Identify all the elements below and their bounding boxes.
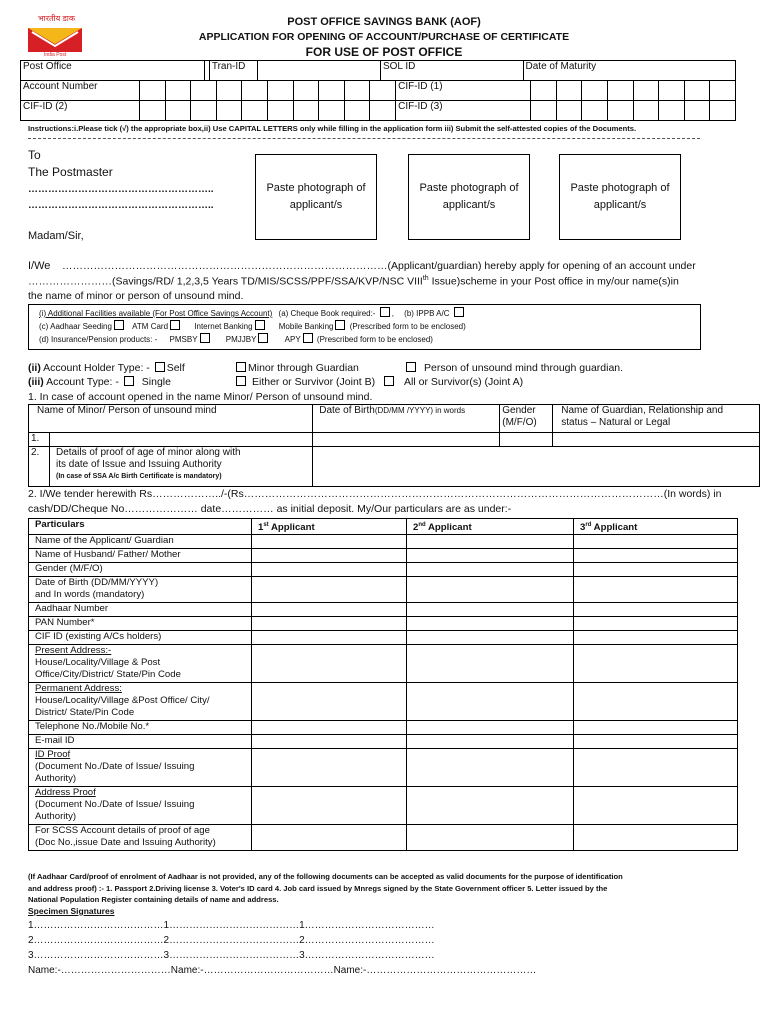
particulars-col-label: Particulars [29, 519, 252, 535]
account-digit[interactable] [319, 81, 345, 101]
minor-row2-details [50, 447, 313, 487]
particulars-label [29, 645, 252, 683]
cif-digit[interactable] [191, 101, 217, 121]
table-row [29, 721, 738, 735]
signatures-title-text: Specimen Signatures [28, 906, 115, 916]
table-row [29, 563, 738, 577]
signature-row-2[interactable]: 2…………………………………2…………………………………2………………………………… [28, 935, 435, 946]
particulars-label [29, 603, 252, 617]
applicant2-num: 2 [413, 522, 419, 534]
table-row [29, 749, 738, 787]
cif-digit[interactable] [684, 101, 710, 121]
unsound-option [404, 362, 623, 374]
applicant2-field[interactable] [407, 631, 574, 645]
applicant3-sup: rd [585, 522, 592, 528]
applicant3-field[interactable] [574, 721, 738, 735]
particulars-label-text: House/Locality/Village & Post [35, 657, 161, 669]
applicant1-field[interactable] [252, 787, 407, 825]
insurance-label: (d) Insurance/Pension products: - [39, 335, 158, 344]
particulars-label-text: and In words (mandatory) [35, 589, 145, 601]
minor-col-name [29, 405, 313, 433]
intro-line2-text: ……………………(Savings/RD/ 1,2,3,5 Years TD/MIS/SCSS/PPF/SSA/KVP/NSC VIII [28, 275, 423, 288]
self-label: Self [166, 362, 185, 374]
holder-type-line [28, 362, 185, 374]
footnote-line3: National Population Register containing details of name and address. [28, 895, 279, 904]
minor-col-gender [500, 405, 553, 433]
tran-id-label: Tran-ID [209, 61, 258, 81]
applicant1-field[interactable] [252, 577, 407, 603]
applicant2-field[interactable] [407, 787, 574, 825]
cif-digit[interactable] [659, 101, 685, 121]
applicant3-field[interactable] [574, 735, 738, 749]
cif-digit[interactable] [165, 101, 191, 121]
particulars-label-text: (Document No./Date of Issue/ Issuing [35, 799, 195, 811]
mobile-checkbox[interactable] [335, 320, 345, 330]
applicant3-text: Applicant [591, 522, 638, 534]
pmjjby-label: PMJJBY [225, 335, 257, 344]
pmsby-checkbox[interactable] [200, 333, 210, 343]
dashed-divider [28, 138, 700, 139]
internet-label: Internet Banking [194, 322, 253, 331]
particulars-label-text: Name of the Applicant/ Guardian [35, 535, 174, 547]
table-row [29, 535, 738, 549]
account-digit[interactable] [293, 81, 319, 101]
minor-row2-c: (In case of SSA A/c Birth Certificate is mandatory) [56, 473, 222, 480]
logo-text: भारतीय डाक [38, 14, 75, 23]
table-row [29, 825, 738, 851]
intro-line2 [28, 275, 679, 288]
applicant3-num: 3 [580, 522, 586, 534]
applicant2-field[interactable] [407, 721, 574, 735]
applicant2-sup: nd [418, 522, 426, 528]
minor-row1-num: 1. [29, 433, 50, 447]
cif-digit[interactable] [531, 81, 557, 101]
account-digit[interactable] [140, 81, 166, 101]
applicant2-field[interactable] [407, 577, 574, 603]
applicant1-field[interactable] [252, 617, 407, 631]
salutation: Madam/Sir, [28, 230, 84, 242]
table-row [29, 617, 738, 631]
applicant1-field[interactable] [252, 735, 407, 749]
cif3-label: CIF-ID (3) [396, 101, 531, 121]
particulars-label [29, 535, 252, 549]
minor-guardian-option [234, 362, 359, 374]
minor-row2-a: Details of proof of age of minor along with [56, 447, 241, 458]
intro-iwe: I/We [28, 260, 51, 272]
cif-digit[interactable] [582, 81, 608, 101]
particulars-label-text: Aadhaar Number [35, 603, 109, 615]
applicant3-field[interactable] [574, 577, 738, 603]
photo-box-2[interactable] [408, 154, 530, 240]
apy-label: APY [284, 335, 301, 344]
tender-line1: 2. I/We tender herewith Rs………………../-(Rs…………………………………………………………………………………………………………(In words) in [28, 488, 722, 500]
particulars-label [29, 683, 252, 721]
postmaster-dots-2[interactable]: ……………………………………………….. [28, 200, 214, 211]
particulars-label [29, 631, 252, 645]
account-digit[interactable] [191, 81, 217, 101]
particulars-label-heading: ID Proof [35, 749, 71, 761]
applicant2-header [407, 519, 574, 535]
holder-ii: (ii) [28, 362, 41, 374]
table-row [29, 735, 738, 749]
applicant2-field[interactable] [407, 535, 574, 549]
applicant1-field[interactable] [252, 549, 407, 563]
header-line3: FOR USE OF POST OFFICE [305, 45, 463, 59]
cif-digit[interactable] [242, 101, 268, 121]
minor-row1-guardian[interactable] [553, 433, 760, 447]
table-row [29, 645, 738, 683]
intro-line1: …………………………………………………………………………………(Applicant/guardian) hereby apply for opening of an account under [62, 260, 696, 272]
account-digit[interactable] [344, 81, 370, 101]
cif-digit[interactable] [344, 101, 370, 121]
table-row [29, 631, 738, 645]
header-line1: POST OFFICE SAVINGS BANK (AOF) [287, 16, 481, 28]
applicant2-field[interactable] [407, 549, 574, 563]
particulars-label-text: CIF ID (existing A/Cs holders) [35, 631, 162, 643]
table-row [29, 683, 738, 721]
minor-col-dob-small: (DD/MM /YYYY) in words [374, 406, 466, 415]
either-checkbox[interactable] [236, 376, 246, 386]
cif-digit[interactable] [293, 101, 319, 121]
particulars-label-text: Telephone No./Mobile No.* [35, 721, 150, 733]
applicant1-field[interactable] [252, 721, 407, 735]
cif-digit[interactable] [268, 101, 294, 121]
pmjjby-checkbox[interactable] [258, 333, 268, 343]
particulars-label-heading: Address Proof [35, 787, 96, 799]
prescribed-label-2: (Prescribed form to be enclosed) [316, 335, 433, 344]
photo-box-1[interactable] [255, 154, 377, 240]
cif-digit[interactable] [216, 101, 242, 121]
minor-col-gender-a: Gender [502, 405, 536, 416]
footnote-line1: (If Aadhaar Card/proof of enrolment of Aadhaar is not provided, any of the following documents can be accepted as valid documents for the purpose of identification [28, 872, 623, 881]
tran-id-field[interactable] [258, 61, 381, 81]
internet-checkbox[interactable] [255, 320, 265, 330]
particulars-label [29, 825, 252, 851]
self-checkbox[interactable] [155, 362, 165, 372]
footnote-line2: and address proof) :- 1. Passport 2.Driving license 3. Voter's ID card 4. Job card issued by Mnregs signed by the State Government officer 5. Letter issued by the [28, 884, 608, 893]
applicant3-field[interactable] [574, 683, 738, 721]
sol-id-label: SOL ID [380, 61, 523, 81]
particulars-label [29, 735, 252, 749]
cif-digit[interactable] [556, 81, 582, 101]
table-row [29, 549, 738, 563]
cif-digit[interactable] [607, 81, 633, 101]
cheque-checkbox[interactable] [380, 307, 390, 317]
particulars-label-text: E-mail ID [35, 735, 75, 747]
applicant3-field[interactable] [574, 825, 738, 851]
applicant1-text: Applicant [268, 522, 315, 534]
tender-line2: cash/DD/Cheque No………………… date…………… as initial deposit. My/Our particulars are as under:- [28, 503, 512, 515]
ippb-label: (b) IPPB A/C [404, 309, 450, 318]
signature-names[interactable]: Name:-……………………………Name:-…………………………………Name:-…………………………………………… [28, 965, 537, 976]
account-type-label: Account Type: - [46, 376, 119, 388]
postmaster-label: The Postmaster [28, 165, 113, 179]
facilities-line-a: (i) Additional Facilities available (For Post Office Savings Account) (a) Cheque Book required:- , (b) IPPB A/C [39, 307, 466, 320]
to-label: To [28, 148, 41, 162]
facilities-line-d [39, 333, 433, 346]
applicant1-field[interactable] [252, 645, 407, 683]
account-digit[interactable] [370, 81, 396, 101]
particulars-label [29, 617, 252, 631]
intro-line2-end: Issue)scheme in your Post office in my/our name(s)in [428, 275, 679, 288]
particulars-label-text: PAN Number* [35, 617, 95, 629]
cif1-label: CIF-ID (1) [396, 81, 531, 101]
minor-row1-name[interactable] [50, 433, 313, 447]
office-use-table [20, 60, 736, 81]
account-digit[interactable] [216, 81, 242, 101]
applicant2-field[interactable] [407, 683, 574, 721]
minor-col-name-text: Name of Minor/ Person of unsound mind [37, 405, 217, 416]
facilities-line-c [39, 320, 466, 333]
cif-digit[interactable] [684, 81, 710, 101]
cif-digit[interactable] [633, 81, 659, 101]
particulars-label [29, 549, 252, 563]
minor-row1-gender[interactable] [500, 433, 553, 447]
account-number-table [20, 80, 736, 121]
minor-col-dob [313, 405, 500, 433]
minor-col-guardian-a: Name of Guardian, Relationship and [561, 405, 724, 416]
minor-row2-b: its date of Issue and Issuing Authority [56, 459, 222, 470]
applicant1-num: 1 [258, 522, 264, 534]
cif2-label: CIF-ID (2) [21, 101, 140, 121]
particulars-label-text: Name of Husband/ Father/ Mother [35, 549, 181, 561]
particulars-label-text: Gender (M/F/O) [35, 563, 103, 575]
applicant1-field[interactable] [252, 631, 407, 645]
applicant3-field[interactable] [574, 749, 738, 787]
applicant2-field[interactable] [407, 749, 574, 787]
particulars-label-text: Authority) [35, 773, 77, 785]
particulars-label-text: Authority) [35, 811, 77, 823]
photo-label: Paste photograph of applicant/s [570, 182, 670, 211]
account-digit[interactable] [268, 81, 294, 101]
signatures-title [28, 906, 114, 916]
prescribed-label-1: (Prescribed form to be enclosed) [349, 322, 466, 331]
table-row [29, 603, 738, 617]
particulars-label [29, 787, 252, 825]
cif-digit[interactable] [319, 101, 345, 121]
facilities-box [28, 304, 701, 350]
applicant3-field[interactable] [574, 645, 738, 683]
applicant1-field[interactable] [252, 535, 407, 549]
either-option [234, 376, 523, 388]
account-number-label: Account Number [21, 81, 140, 101]
minor-guardian-checkbox[interactable] [236, 362, 246, 372]
holder-type-label: Account Holder Type: - [43, 362, 150, 374]
applicant3-field[interactable] [574, 549, 738, 563]
unsound-label: Person of unsound mind through guardian. [424, 362, 624, 374]
particulars-label-text: Office/City/District/ State/Pin Code [35, 669, 181, 681]
logo-subtext: India Post [44, 52, 67, 58]
single-label: Single [141, 376, 171, 388]
cif-digit[interactable] [370, 101, 396, 121]
applicant3-field[interactable] [574, 617, 738, 631]
photo-label: Paste photograph of applicant/s [419, 182, 519, 211]
cif-digit[interactable] [607, 101, 633, 121]
all-label: All or Survivor(s) (Joint A) [404, 376, 524, 388]
cheque-label: (a) Cheque Book required:- [278, 309, 376, 318]
cif-digit[interactable] [710, 101, 736, 121]
minor-col-guardian [553, 405, 760, 433]
cif-digit[interactable] [556, 101, 582, 121]
intro-line3: the name of minor or person of unsound mind. [28, 290, 244, 302]
account-digit[interactable] [165, 81, 191, 101]
applicant3-field[interactable] [574, 631, 738, 645]
particulars-label-heading: Present Address:- [35, 645, 112, 657]
cif-digit[interactable] [582, 101, 608, 121]
minor-table [28, 404, 760, 487]
table-row [29, 577, 738, 603]
signature-row-3[interactable]: 3…………………………………3…………………………………3………………………………… [28, 950, 435, 961]
aadhaar-seeding-checkbox[interactable] [114, 320, 124, 330]
minor-section-title: 1. In case of account opened in the name Minor/ Person of unsound mind. [28, 391, 373, 403]
atm-checkbox[interactable] [170, 320, 180, 330]
pmsby-label: PMSBY [169, 335, 198, 344]
applicant2-field[interactable] [407, 825, 574, 851]
cif-digit[interactable] [710, 81, 736, 101]
cif-digit[interactable] [633, 101, 659, 121]
particulars-table [28, 518, 738, 851]
applicant3-field[interactable] [574, 563, 738, 577]
particulars-label [29, 577, 252, 603]
particulars-body [29, 535, 738, 851]
applicant3-header [574, 519, 738, 535]
particulars-label [29, 749, 252, 787]
applicant3-field[interactable] [574, 603, 738, 617]
facilities-title: (i) Additional Facilities available (For Post Office Savings Account) [39, 309, 273, 318]
applicant1-field[interactable] [252, 563, 407, 577]
applicant2-field[interactable] [407, 645, 574, 683]
particulars-label-text: (Document No./Date of Issue/ Issuing [35, 761, 195, 773]
instructions: Instructions:i.Please tick (√) the appropriate box,ii) Use CAPITAL LETTERS only while filling in the application form iii) Submit the self-attested copies of the Documents. [28, 124, 637, 133]
minor-col-dob-text: Date of Birth [319, 405, 375, 416]
photo-box-3[interactable] [559, 154, 681, 240]
particulars-label-text: For SCSS Account details of proof of age [35, 825, 210, 837]
single-checkbox[interactable] [124, 376, 134, 386]
aadhaar-seeding-label: (c) Aadhaar Seeding [39, 322, 112, 331]
mobile-label: Mobile Banking [278, 322, 334, 331]
particulars-label-text: (Doc No.,issue Date and Issuing Authority) [35, 837, 216, 849]
post-office-label: Post Office [21, 61, 205, 81]
table-row [29, 787, 738, 825]
account-type-line [28, 376, 171, 388]
applicant1-field[interactable] [252, 603, 407, 617]
header-line2: APPLICATION FOR OPENING OF ACCOUNT/PURCHASE OF CERTIFICATE [198, 31, 570, 43]
minor-col-guardian-b: status – Natural or Legal [561, 417, 671, 428]
signature-row-1[interactable]: 1…………………………………1…………………………………1………………………………… [28, 920, 435, 931]
particulars-label [29, 721, 252, 735]
postmaster-dots-1[interactable]: ……………………………………………….. [28, 184, 214, 195]
apy-checkbox[interactable] [303, 333, 313, 343]
particulars-label-heading: Permanent Address: [35, 683, 122, 695]
minor-col-gender-b: (M/F/O) [502, 417, 537, 428]
applicant1-header [252, 519, 407, 535]
particulars-header [29, 519, 738, 535]
applicant3-field[interactable] [574, 535, 738, 549]
applicant2-field[interactable] [407, 617, 574, 631]
applicant1-field[interactable] [252, 825, 407, 851]
unsound-checkbox[interactable] [406, 362, 416, 372]
account-digit[interactable] [242, 81, 268, 101]
applicant2-field[interactable] [407, 735, 574, 749]
cif-digit[interactable] [531, 101, 557, 121]
applicant2-field[interactable] [407, 603, 574, 617]
particulars-label-text: District/ State/Pin Code [35, 707, 135, 719]
cif-digit[interactable] [659, 81, 685, 101]
ippb-checkbox[interactable] [454, 307, 464, 317]
all-checkbox[interactable] [384, 376, 394, 386]
minor-guardian-label: Minor through Guardian [248, 362, 359, 374]
particulars-label-text: Date of Birth (DD/MM/YYYY) [35, 577, 159, 589]
intro-line2-sup: th [422, 275, 429, 282]
applicant2-text: Applicant [425, 522, 472, 534]
maturity-label: Date of Maturity [523, 61, 735, 81]
minor-row2-field[interactable] [313, 447, 760, 487]
cif-digit[interactable] [140, 101, 166, 121]
particulars-label-text: House/Locality/Village &Post Office/ City/ [35, 695, 210, 707]
either-label: Either or Survivor (Joint B) [252, 376, 376, 388]
minor-row2-num: 2. [29, 447, 50, 487]
photo-label: Paste photograph of applicant/s [266, 182, 366, 211]
holder-iii: (iii) [28, 376, 44, 388]
particulars-label [29, 563, 252, 577]
atm-label: ATM Card [132, 322, 169, 331]
applicant1-sup: st [263, 522, 269, 528]
applicant1-field[interactable] [252, 749, 407, 787]
applicant2-field[interactable] [407, 563, 574, 577]
applicant1-field[interactable] [252, 683, 407, 721]
applicant3-field[interactable] [574, 787, 738, 825]
minor-row1-dob[interactable] [313, 433, 500, 447]
